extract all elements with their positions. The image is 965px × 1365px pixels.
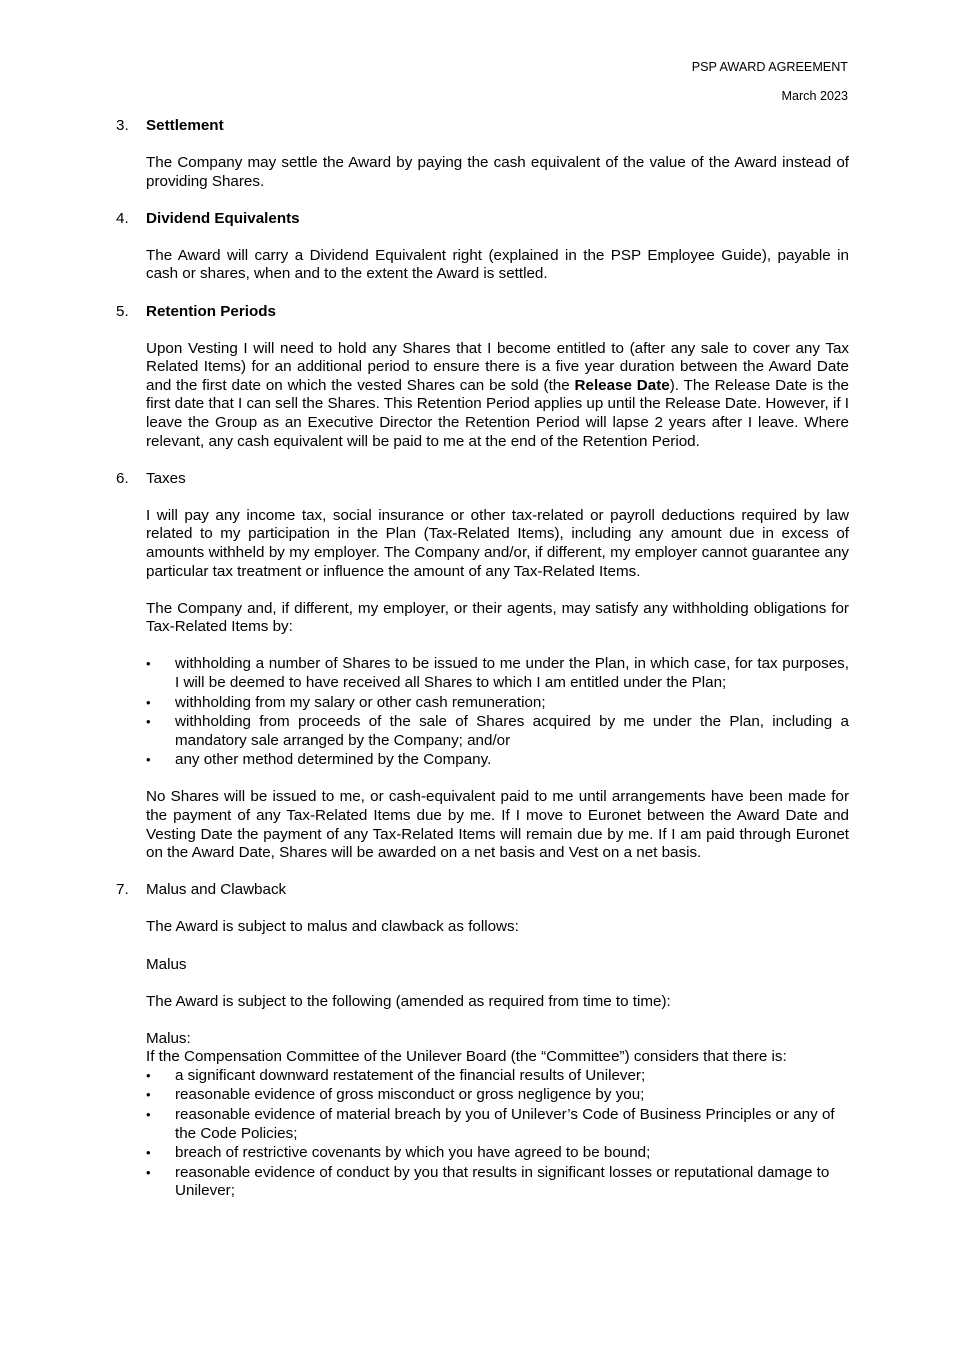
list-item-text: withholding from my salary or other cash remuneration;: [175, 693, 546, 711]
malus-intro: If the Compensation Committee of the Unilever Board (the “Committee”) considers that there is:: [146, 1048, 787, 1066]
taxes-paragraph-1: I will pay any income tax, social insurance or other tax-related or payroll deductions required by law related to my participation in the Plan (Tax-Related Items), including any amount due in excess of amounts withheld by my employer. The Company and/or, if different, my employer cannot guarantee any particular tax treatment or influence the amount of any Tax-Related Items.: [146, 506, 849, 580]
list-item: [116, 1086, 849, 1105]
section-number: 3.: [116, 117, 129, 134]
bullet-icon: •: [146, 714, 151, 730]
document-body: [116, 117, 849, 1202]
section-title: Retention Periods: [146, 302, 276, 320]
section-title: Settlement: [146, 117, 224, 134]
retention-text-a: Upon Vesting I will need to hold any Shares that I become entitled to (after any sale to cover any Tax Related Items) for an additional period to ensure there is a five year duration between the Award Date and the first date on which the vested Shares can be sold (the: [146, 339, 849, 394]
list-item-text: reasonable evidence of gross misconduct or gross negligence by you;: [175, 1086, 645, 1104]
list-item: [116, 1106, 849, 1143]
bullet-icon: •: [146, 656, 151, 672]
release-date-term: Release Date: [574, 376, 670, 394]
section-number: 6.: [116, 469, 129, 487]
list-item-text: reasonable evidence of material breach by you of Unilever’s Code of Business Principles or any of the Code Policies;: [175, 1106, 835, 1142]
section-3-heading: [116, 117, 849, 136]
list-item-text: withholding a number of Shares to be issued to me under the Plan, in which case, for tax purposes, I will be deemed to have received all Shares to which I am entitled under the Plan;: [175, 655, 849, 691]
taxes-paragraph-2: The Company and, if different, my employer, or their agents, may satisfy any withholding obligations for Tax-Related Items by:: [146, 599, 849, 636]
section-title: Malus and Clawback: [146, 881, 287, 899]
section-4-heading: [116, 210, 849, 229]
malus-label: Malus:: [146, 1029, 191, 1047]
list-item-text: withholding from proceeds of the sale of Shares acquired by me under the Plan, including a mandatory sale arranged by the Company; and/or: [175, 713, 849, 749]
list-item: [116, 1067, 849, 1086]
list-item: [116, 694, 849, 713]
bullet-icon: •: [146, 694, 151, 710]
withholding-list: [116, 655, 849, 770]
section-number: 7.: [116, 881, 129, 899]
list-item-text: any other method determined by the Company.: [175, 751, 492, 769]
malus-subheading: Malus: [146, 955, 187, 973]
malus-conditions-list: [116, 1067, 849, 1201]
bullet-icon: •: [146, 1107, 151, 1123]
header-date: March 2023: [781, 89, 848, 103]
list-item: [116, 655, 849, 692]
retention-text-b: ). The Release Date is the first date that I can sell the Shares. This Retention Period applies up until the Release Date. However, if I leave the Group as an Executive Director the Retention Period will lapse 2 years after I leave. Where relevant, any cash equivalent will be paid to me at the end of the Retention Period.: [146, 376, 850, 450]
bullet-icon: •: [146, 1087, 151, 1103]
bullet-icon: •: [146, 1145, 151, 1161]
bullet-icon: •: [146, 1067, 151, 1083]
list-item: [116, 1144, 849, 1163]
section-6-heading: [116, 470, 849, 489]
taxes-paragraph-3: No Shares will be issued to me, or cash-equivalent paid to me until arrangements have been made for the payment of any Tax-Related Items due by me. If I move to Euronet between the Award Date and Vesting Date the payment of any Tax-Related Items will remain due by me. If I am paid through Euronet on the Award Date, Shares will be awarded on a net basis and Vest on a net basis.: [146, 788, 849, 862]
retention-paragraph: [146, 340, 849, 452]
section-title: Taxes: [146, 469, 186, 487]
list-item: [116, 1164, 849, 1201]
list-item-text: a significant downward restatement of the financial results of Unilever;: [175, 1066, 646, 1084]
list-item: [116, 713, 849, 750]
list-item-text: breach of restrictive covenants by which you have agreed to be bound;: [175, 1144, 651, 1162]
section-title: Dividend Equivalents: [146, 209, 300, 227]
dividend-paragraph: The Award will carry a Dividend Equivalent right (explained in the PSP Employee Guide), payable in cash or shares, when and to the extent the Award is settled.: [146, 246, 849, 283]
bullet-icon: •: [146, 1164, 151, 1180]
malus-subject-paragraph: The Award is subject to the following (amended as required from time to time):: [146, 992, 671, 1010]
list-item: [116, 751, 849, 770]
section-5-heading: [116, 303, 849, 322]
list-item-text: reasonable evidence of conduct by you that results in significant losses or reputational damage to Unilever;: [175, 1163, 830, 1200]
settlement-paragraph: The Company may settle the Award by paying the cash equivalent of the value of the Award instead of providing Shares.: [146, 154, 849, 190]
section-number: 5.: [116, 302, 129, 320]
bullet-icon: •: [146, 752, 151, 768]
malus-clawback-intro: The Award is subject to malus and clawback as follows:: [146, 918, 519, 936]
section-7-heading: [116, 881, 849, 900]
section-number: 4.: [116, 209, 129, 227]
header-title: PSP AWARD AGREEMENT: [691, 60, 848, 74]
